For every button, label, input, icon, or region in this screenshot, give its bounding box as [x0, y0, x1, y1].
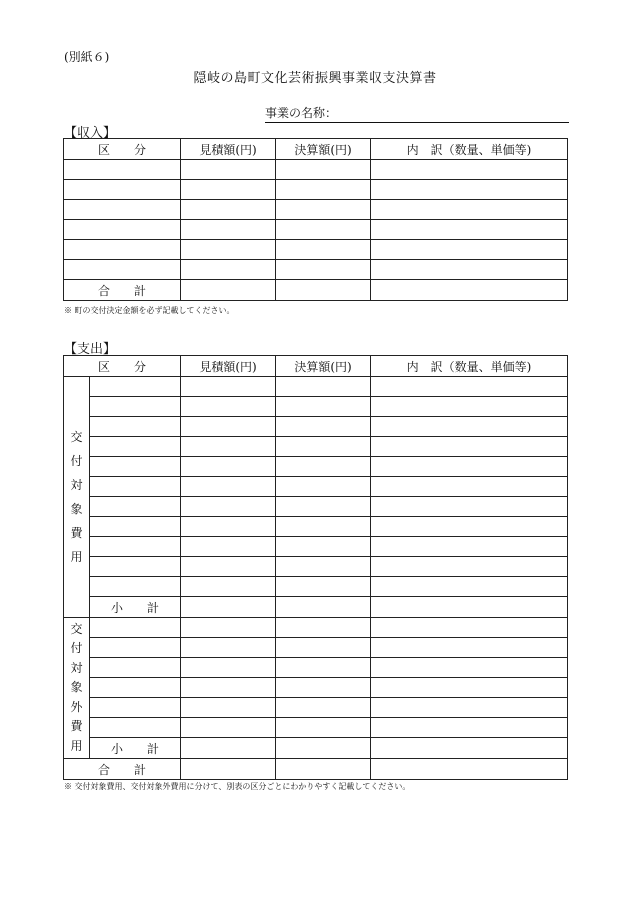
- table-row: [64, 160, 568, 180]
- income-total-row: [64, 280, 568, 301]
- table-row: [64, 577, 568, 597]
- table-row: [64, 517, 568, 537]
- income-total-label: 合 計: [64, 280, 181, 301]
- income-table: [63, 138, 568, 301]
- ineligible-costs-label: 交 付 対 象 外 費 用: [64, 618, 90, 759]
- table-row: [64, 260, 568, 280]
- header-category: 区 分: [64, 139, 181, 160]
- header-breakdown: 内 訳（数量、単価等): [371, 139, 568, 160]
- table-row: [64, 698, 568, 718]
- document-title: 隠岐の島町文化芸術振興事業収支決算書: [193, 71, 437, 86]
- table-row: [64, 477, 568, 497]
- table-row: [64, 240, 568, 260]
- table-row: [64, 678, 568, 698]
- header-estimate: 見積額(円): [181, 356, 276, 377]
- table-row: [64, 658, 568, 678]
- ineligible-subtotal-row: [64, 738, 568, 759]
- eligible-costs-label: 交 付 対 象 費 用: [64, 377, 90, 618]
- table-row: [64, 638, 568, 658]
- table-row: [64, 180, 568, 200]
- header-settlement: 決算額(円): [276, 356, 371, 377]
- ineligible-subtotal-label: 小 計: [90, 738, 181, 759]
- expense-table: [63, 355, 568, 780]
- table-row: [64, 718, 568, 738]
- table-row: [64, 377, 568, 397]
- eligible-subtotal-row: [64, 597, 568, 618]
- table-row: [64, 497, 568, 517]
- table-row: [64, 200, 568, 220]
- table-row: [64, 557, 568, 577]
- expense-note: ※ 交付対象費用、交付対象外費用に分けて、別表の区分ごとにわかりやすく記載してください。: [64, 782, 411, 791]
- table-row: [64, 457, 568, 477]
- table-row: [64, 397, 568, 417]
- attachment-reference: (別紙６): [64, 50, 110, 64]
- header-estimate: 見積額(円): [181, 139, 276, 160]
- expense-section-label: 【支出】: [64, 342, 117, 357]
- table-row: [64, 220, 568, 240]
- header-category: 区 分: [64, 356, 181, 377]
- eligible-subtotal-label: 小 計: [90, 597, 181, 618]
- header-breakdown: 内 訳（数量、単価等): [371, 356, 568, 377]
- income-section-label: 【収入】: [64, 126, 117, 141]
- project-name-label: 事業の名称：: [265, 106, 338, 120]
- table-row: [64, 618, 568, 638]
- income-note: ※ 町の交付決定金額を必ず記載してください。: [64, 306, 235, 315]
- header-settlement: 決算額(円): [276, 139, 371, 160]
- table-row: [64, 417, 568, 437]
- table-row: [64, 537, 568, 557]
- expense-total-row: [64, 759, 568, 780]
- expense-total-label: 合 計: [64, 759, 181, 780]
- table-row: [64, 437, 568, 457]
- project-name-field[interactable]: [265, 104, 569, 123]
